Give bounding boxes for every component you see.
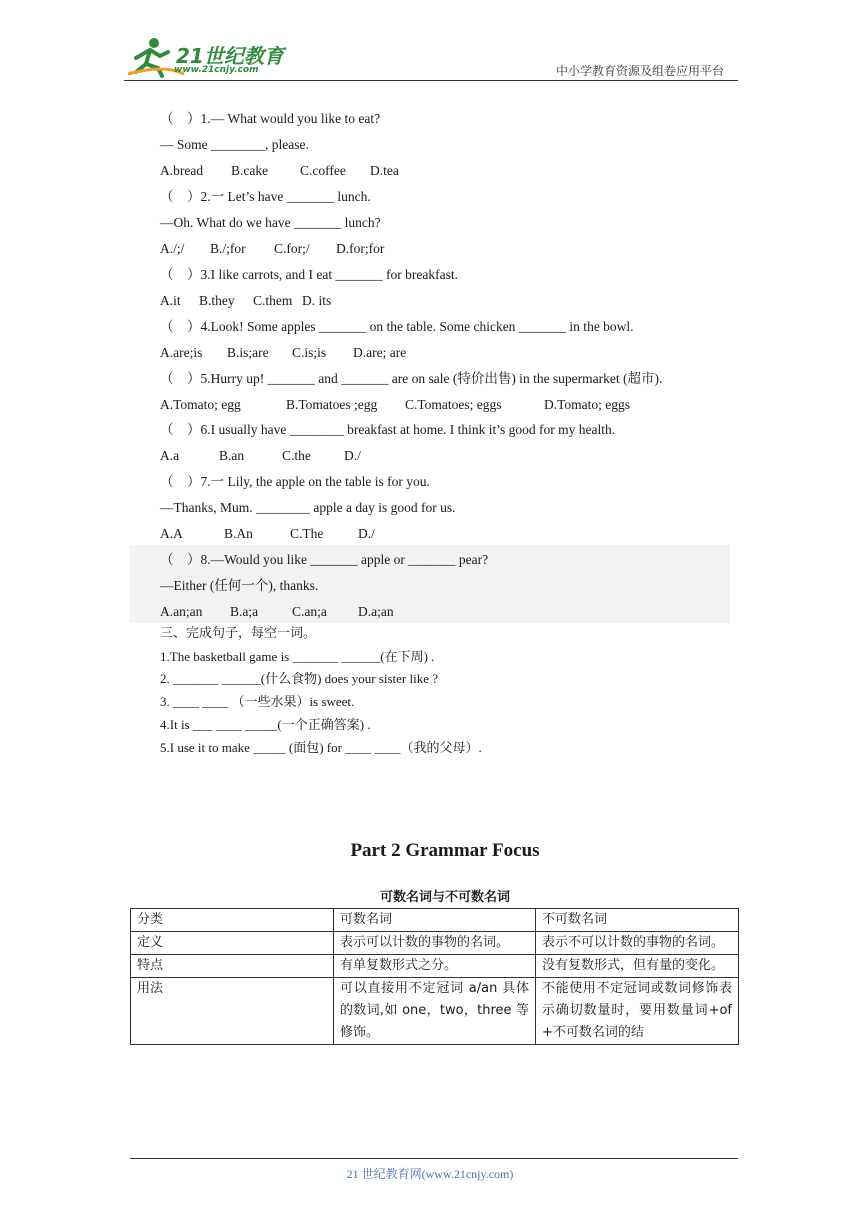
q1-option-d: D.tea bbox=[370, 163, 399, 178]
grammar-table bbox=[130, 908, 739, 1045]
table-cell: 不可数名词 bbox=[536, 909, 739, 932]
q4-option-c: C.is;is bbox=[292, 345, 327, 360]
table-cell: 分类 bbox=[131, 909, 334, 932]
logo-text: 21世纪教育 bbox=[176, 44, 284, 68]
table-cell: 不能使用不定冠词或数词修饰表示确切数量时，要用数量词+of+不可数名词的结 bbox=[536, 978, 739, 1045]
logo bbox=[124, 34, 284, 80]
q7-option-b: B.An bbox=[224, 526, 253, 541]
q5-stem: （ ）5.Hurry up! _______ and _______ are on sale (特价出售) in the supermarket (超市). bbox=[160, 371, 663, 386]
q2-stem: （ ）2.一 Let’s have _______ lunch. bbox=[160, 189, 371, 204]
footer-link[interactable]: 21 世纪教育网(www.21cnjy.com) bbox=[346, 1167, 514, 1181]
q4-option-d: D.are; are bbox=[353, 345, 407, 360]
q8-option-b: B.a;a bbox=[230, 604, 259, 619]
q1-option-c: C.coffee bbox=[300, 163, 346, 178]
q6-option-b: B.an bbox=[219, 448, 245, 463]
q1-stem: （ ）1.— What would you like to eat? bbox=[160, 111, 381, 126]
q3-option-c: C.them bbox=[253, 293, 293, 308]
q2-option-b: B./;for bbox=[210, 241, 246, 256]
header-divider bbox=[124, 80, 738, 81]
q8-stem: （ ）8.—Would you like _______ apple or _______ pear? bbox=[160, 552, 489, 567]
section3-item-4: 4.It is ___ ____ _____(一个正确答案) . bbox=[160, 717, 371, 732]
q7-stem: （ ）7.一 Lily, the apple on the table is for you. bbox=[160, 474, 430, 489]
q2-option-c: C.for;/ bbox=[274, 241, 310, 256]
section3-title: 三、完成句子，每空一词。 bbox=[160, 626, 317, 641]
q1-option-b: B.cake bbox=[231, 163, 269, 178]
q5-option-d: D.Tomato; eggs bbox=[544, 397, 631, 412]
table-row bbox=[131, 909, 739, 932]
grammar-table-title: 可数名词与不可数名词 bbox=[379, 890, 510, 905]
q6-option-d: D./ bbox=[344, 448, 361, 463]
section3-item-1: 1.The basketball game is _______ ______(在下周) . bbox=[160, 649, 435, 664]
table-row bbox=[131, 978, 739, 1045]
q7-option-a: A.A bbox=[160, 526, 183, 541]
table-cell: 表示可以计数的事物的名词。 bbox=[334, 932, 536, 955]
table-cell: 可数名词 bbox=[334, 909, 536, 932]
section3-item-5: 5.I use it to make _____ (面包) for ____ ____（我的父母）. bbox=[160, 740, 482, 755]
section3-item-2: 2. _______ ______(什么食物) does your sister like ? bbox=[160, 671, 439, 686]
table-row bbox=[131, 955, 739, 978]
footer-divider bbox=[130, 1158, 738, 1159]
q3-stem: （ ）3.I like carrots, and I eat _______ for breakfast. bbox=[160, 267, 459, 282]
q2-option-a: A./;/ bbox=[160, 241, 185, 256]
q7-option-d: D./ bbox=[358, 526, 375, 541]
q1-option-a: A.bread bbox=[160, 163, 204, 178]
table-cell: 用法 bbox=[131, 978, 334, 1045]
platform-name: 中小学教育资源及组卷应用平台 bbox=[555, 64, 724, 78]
table-cell: 没有复数形式，但有量的变化。 bbox=[536, 955, 739, 978]
logo-url: www.21cnjy.com bbox=[174, 65, 259, 75]
q3-option-a: A.it bbox=[160, 293, 181, 308]
q3-option-d: D. its bbox=[302, 293, 332, 308]
q6-option-a: A.a bbox=[160, 448, 180, 463]
table-cell: 可以直接用不定冠词 a/an 具体的数词,如 one，two，three 等修饰。 bbox=[334, 978, 536, 1045]
q5-option-a: A.Tomato; egg bbox=[160, 397, 241, 412]
q7-line2: —Thanks, Mum. ________ apple a day is good for us. bbox=[160, 500, 456, 515]
q4-option-a: A.are;is bbox=[160, 345, 203, 360]
q8-line2: —Either (任何一个), thanks. bbox=[160, 578, 319, 593]
part2-title: Part 2 Grammar Focus bbox=[350, 840, 540, 861]
table-cell: 表示不可以计数的事物的名词。 bbox=[536, 932, 739, 955]
table-cell: 定义 bbox=[131, 932, 334, 955]
q8-option-d: D.a;an bbox=[358, 604, 394, 619]
table-cell: 有单复数形式之分。 bbox=[334, 955, 536, 978]
table-cell: 特点 bbox=[131, 955, 334, 978]
q8-option-a: A.an;an bbox=[160, 604, 203, 619]
section3-item-3: 3. ____ ____ （一些水果）is sweet. bbox=[160, 694, 355, 709]
q3-option-b: B.they bbox=[199, 293, 235, 308]
q7-option-c: C.The bbox=[290, 526, 324, 541]
q6-stem: （ ）6.I usually have ________ breakfast at home. I think it’s good for my health. bbox=[160, 422, 616, 437]
q6-option-c: C.the bbox=[282, 448, 311, 463]
q2-option-d: D.for;for bbox=[336, 241, 385, 256]
q5-option-c: C.Tomatoes; eggs bbox=[405, 397, 502, 412]
q4-option-b: B.is;are bbox=[227, 345, 269, 360]
q4-stem: （ ）4.Look! Some apples _______ on the table. Some chicken _______ in the bowl. bbox=[160, 319, 634, 334]
q8-option-c: C.an;a bbox=[292, 604, 327, 619]
q2-line2: —Oh. What do we have _______ lunch? bbox=[160, 215, 381, 230]
table-row bbox=[131, 932, 739, 955]
q5-option-b: B.Tomatoes ;egg bbox=[286, 397, 378, 412]
q1-line2: — Some ________, please. bbox=[160, 137, 309, 152]
